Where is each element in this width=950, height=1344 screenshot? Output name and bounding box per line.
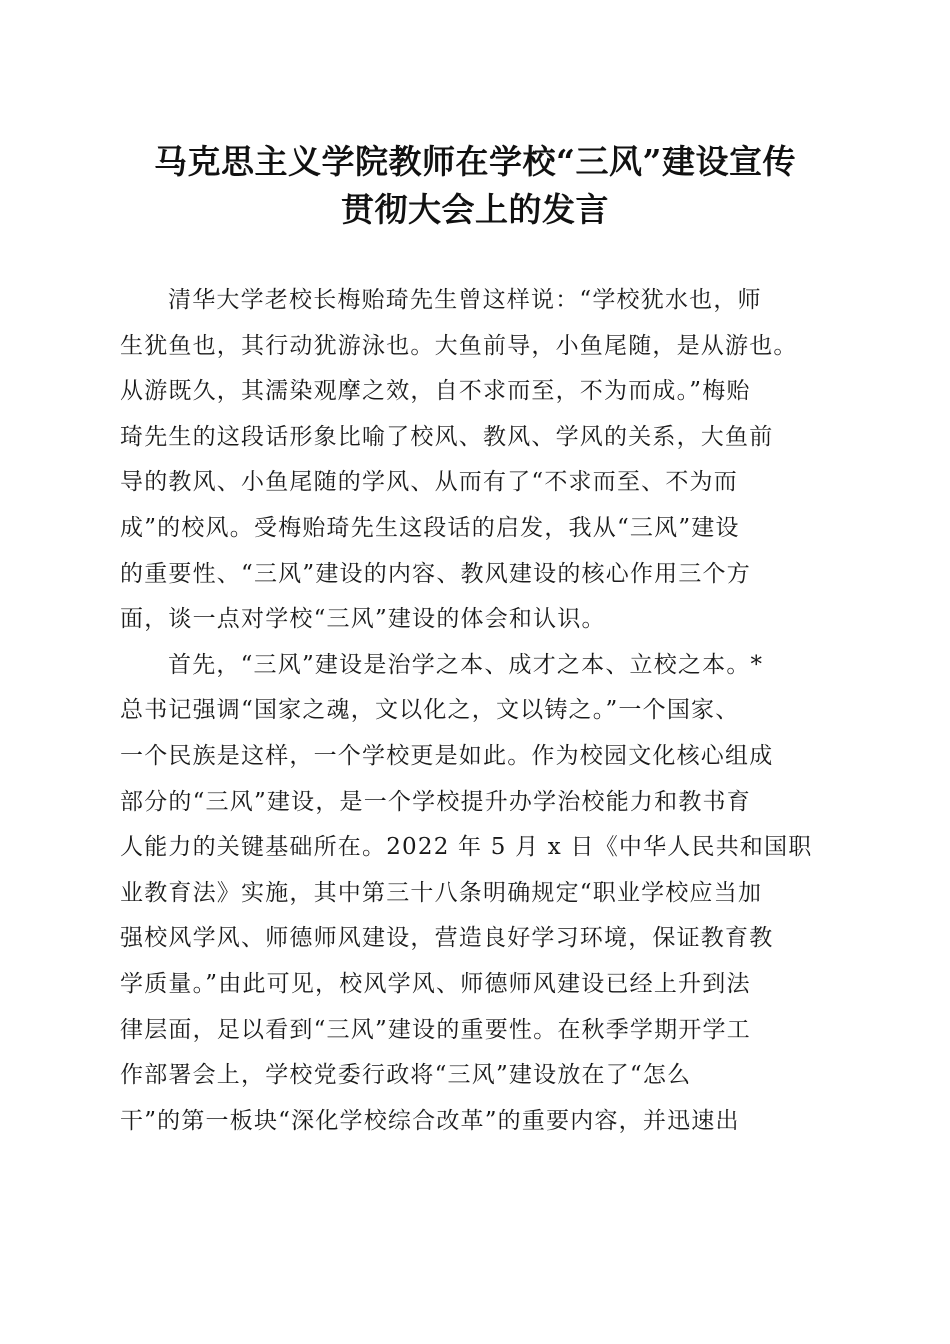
paragraph-2-line-6: 业教育法》实施，其中第三十八条明确规定“职业学校应当加 bbox=[120, 879, 763, 906]
document-title bbox=[80, 138, 870, 234]
paragraph-1 bbox=[120, 278, 832, 643]
paragraph-1-line-1: 清华大学老校长梅贻琦先生曾这样说：“学校犹水也，师 bbox=[168, 287, 762, 313]
paragraph-2-line-2: 总书记强调“国家之魂，文以化之，文以铸之。”一个国家、 bbox=[120, 697, 740, 724]
paragraph-2-line-11: 干”的第一板块“深化学校综合改革”的重要内容，并迅速出 bbox=[120, 1107, 740, 1134]
paragraph-2-line-5: 人能力的关键基础所在。2022 年 5 月 x 日《中华人民共和国职 bbox=[120, 834, 813, 861]
document-body bbox=[120, 278, 832, 1144]
paragraph-1-line-7: 的重要性、“三风”建设的内容、教风建设的核心作用三个方 bbox=[120, 560, 751, 587]
paragraph-2-line-9: 律层面，足以看到“三风”建设的重要性。在秋季学期开学工 bbox=[120, 1016, 751, 1043]
paragraph-1-line-2: 生犹鱼也，其行动犹游泳也。大鱼前导，小鱼尾随，是从游也。 bbox=[120, 332, 798, 359]
paragraph-2-line-7: 强校风学风、师德师风建设，营造良好学习环境，保证教育教 bbox=[120, 925, 774, 952]
paragraph-2-line-8: 学质量。”由此可见，校风学风、师德师风建设已经上升到法 bbox=[120, 970, 751, 997]
paragraph-2 bbox=[120, 643, 832, 1145]
paragraph-1-line-3: 从游既久，其濡染观摩之效，自不求而至，不为而成。”梅贻 bbox=[120, 378, 751, 405]
paragraph-1-line-4: 琦先生的这段话形象比喻了校风、教风、学风的关系，大鱼前 bbox=[120, 423, 774, 450]
paragraph-2-line-3: 一个民族是这样，一个学校更是如此。作为校园文化核心组成 bbox=[120, 742, 774, 769]
title-line-2: 贯彻大会上的发言 bbox=[341, 190, 609, 229]
paragraph-2-line-4: 部分的“三风”建设，是一个学校提升办学治校能力和教书育 bbox=[120, 788, 751, 815]
title-line-1: 马克思主义学院教师在学校“三风”建设宣传 bbox=[154, 142, 796, 181]
paragraph-1-line-6: 成”的校风。受梅贻琦先生这段话的启发，我从“三风”建设 bbox=[120, 514, 740, 541]
paragraph-1-line-8: 面，谈一点对学校“三风”建设的体会和认识。 bbox=[120, 606, 606, 633]
paragraph-1-line-5: 导的教风、小鱼尾随的学风、从而有了“不求而至、不为而 bbox=[120, 469, 738, 496]
paragraph-2-line-1: 首先，“三风”建设是治学之本、成才之本、立校之本。* bbox=[168, 651, 764, 678]
paragraph-2-line-10: 作部署会上，学校党委行政将“三风”建设放在了“怎么 bbox=[120, 1062, 692, 1089]
